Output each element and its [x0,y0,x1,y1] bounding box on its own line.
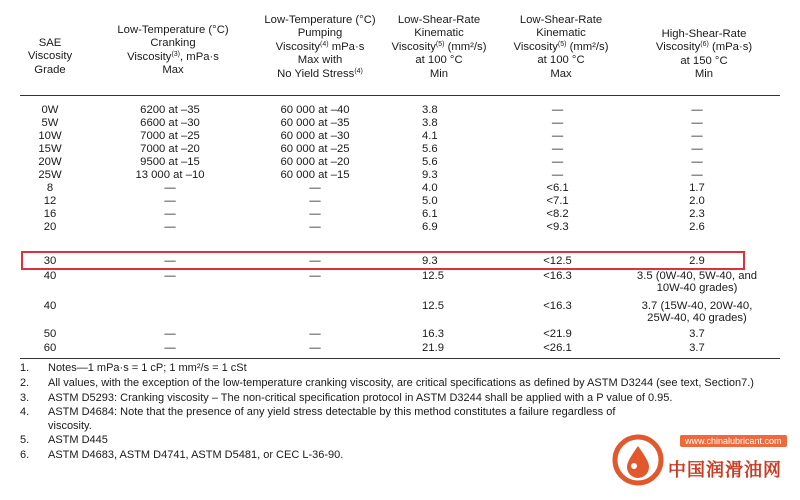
cell-hths: 2.0 [689,195,705,207]
cell-grade: 0W [41,104,59,116]
cell-kv-max: — [551,143,564,155]
cell-kv-min: 6.9 [422,221,438,233]
cell-pumping: 60 000 at –20 [280,156,350,168]
cell-kv-min: 5.0 [422,195,438,207]
cell-kv-max: <16.3 [543,300,572,312]
cell-kv-min: 16.3 [422,328,444,340]
note-5: 5. ASTM D445 [20,434,108,447]
header-hths: High-Shear-Rate Viscosity$^{(6)}$ (mPa·s) at 150 °C Min [655,28,753,81]
cell-cranking: 13 000 at –10 [135,169,205,181]
cell-grade: 60 [43,342,57,354]
note-6: 6. ASTM D4683, ASTM D4741, ASTM D5481, or CEC L-36-90. [20,449,344,462]
cell-grade: 5W [41,117,59,129]
cell-grade: 12 [43,195,57,207]
cell-pumping: — [309,255,321,267]
cell-cranking: — [164,221,176,233]
header-rule [20,95,780,96]
cell-kv-max: <26.1 [543,342,572,354]
cell-kv-max: <7.1 [546,195,569,207]
cell-kv-min: 6.1 [422,208,438,220]
cell-kv-max: — [551,104,564,116]
table-bottom-rule [20,358,780,359]
cell-grade: 20W [38,156,62,168]
cell-pumping: 60 000 at –15 [280,169,350,181]
cell-kv-min: 5.6 [422,143,438,155]
cell-kv-max: — [551,117,564,129]
cell-grade: 20 [43,221,57,233]
cell-line: 25W-40, 40 grades) [647,312,747,324]
header-pumping: Low-Temperature (°C) Pumping Viscosity$^{(4)}$ mPa·s Max with No Yield Stress$^{(4)}$ [264,14,376,80]
cell-cranking: — [164,195,176,207]
cell-cranking: — [164,182,176,194]
table-row [0,328,800,341]
cell-grade: 8 [46,182,54,194]
cell-pumping: — [309,342,321,354]
cell-hths: 2.9 [689,255,705,267]
cell-grade: 30 [43,255,57,267]
cell-hths: 3.7 [689,328,705,340]
note-1-text: Notes—1 mPa·s = 1 cP; 1 mm²/s = 1 cSt [48,362,247,374]
cell-grade: 40 [43,300,57,312]
header-kv-max: Low-Shear-Rate Kinematic Viscosity$^{(5)}$ (mm²/s) at 100 °C Max [513,14,609,80]
cell-cranking: 6600 at –30 [140,117,200,129]
table-row [0,130,800,143]
cell-cranking: — [164,328,176,340]
table-row [0,270,800,296]
table-row [0,221,800,234]
cell-grade: 25W [38,169,62,181]
cell-pumping: — [309,208,321,220]
cell-line: 10W-40 grades) [656,282,738,294]
cell-kv-max: <12.5 [543,255,572,267]
header-cranking: Low-Temperature (°C) Cranking Viscosity$^{(3)}$, mPa·s Max [117,24,229,77]
cell-hths: 3.7 [689,342,705,354]
note-1: 1. Notes—1 mPa·s = 1 cP; 1 mm²/s = 1 cSt [20,362,247,374]
cell-hths: — [691,143,703,155]
cell-kv-min: 4.0 [422,182,438,194]
cell-cranking: 9500 at –15 [140,156,200,168]
cell-kv-min: 3.8 [422,104,438,116]
cell-pumping: 60 000 at –25 [280,143,350,155]
table-row [0,156,800,169]
cell-hths: 2.6 [689,221,705,233]
table-row [0,342,800,355]
cell-pumping: — [309,182,321,194]
cell-kv-max: <16.3 [543,270,572,282]
cell-grade: 15W [38,143,62,155]
cell-hths: — [691,117,703,129]
cell-pumping: — [309,270,321,282]
table-row [0,169,800,182]
cell-kv-max: <21.9 [543,328,572,340]
cell-kv-max: <9.3 [546,221,569,233]
cell-hths [612,270,782,294]
table-row [0,143,800,156]
cell-kv-min: 4.1 [422,130,438,142]
note-4: 4. ASTM D4684: Note that the presence of any yield stress detectable by this method constitutes a failure regardless of viscosity. [20,406,616,432]
table-row [0,104,800,117]
highlight-box-grade-30 [21,251,745,270]
note-3-text: ASTM D5293: Cranking viscosity – The non-critical specification protocol in ASTM D3244 shall be applied with a P value of 0.95. [48,391,673,404]
cell-hths: — [691,130,703,142]
cell-cranking: 7000 at –25 [140,130,200,142]
cell-kv-min: 9.3 [422,255,438,267]
note-6-text: ASTM D4683, ASTM D4741, ASTM D5481, or CEC L-36-90. [48,449,344,462]
cell-hths: — [691,169,703,181]
cell-cranking: — [164,270,176,282]
table-row [0,195,800,208]
cell-grade: 16 [43,208,57,220]
cell-hths: — [691,104,703,116]
table-row [0,208,800,221]
cell-cranking: 6200 at –35 [140,104,200,116]
cell-kv-max: <6.1 [546,182,569,194]
cell-line: 3.7 (15W-40, 20W-40, [641,300,753,312]
cell-kv-max: — [551,169,564,181]
watermark-url: www.chinalubricant.com [680,435,787,447]
note-2-text: All values, with the exception of the low-temperature cranking viscosity, are critical specifications as defined by ASTM D3244 (see text, Section7.) [48,376,754,389]
cell-kv-max: — [551,156,564,168]
cell-cranking: — [164,342,176,354]
note-5-text: ASTM D445 [48,434,108,447]
cell-kv-min: 21.9 [422,342,444,354]
chinalubricant-logo-icon [612,434,664,486]
cell-hths: — [691,156,703,168]
table-row [0,117,800,130]
cell-pumping: — [309,221,321,233]
cell-pumping: — [309,328,321,340]
cell-kv-max: <8.2 [546,208,569,220]
cell-hths: 1.7 [689,182,705,194]
watermark-name: 中国润滑油网 [668,460,782,481]
table-row [0,300,800,326]
watermark [610,432,785,494]
header-kv-min: Low-Shear-Rate Kinematic Viscosity$^{(5)}$ (mm²/s) at 100 °C Min [391,14,487,80]
cell-hths [612,300,782,324]
cell-kv-min: 12.5 [422,270,444,282]
cell-pumping: — [309,195,321,207]
cell-pumping: 60 000 at –40 [280,104,350,116]
cell-cranking: — [164,208,176,220]
cell-cranking: — [164,255,176,267]
note-3: 3. ASTM D5293: Cranking viscosity – The non-critical specification protocol in ASTM D3244 shall be applied with a P value of 0.95. [20,391,673,404]
table-row [0,182,800,195]
cell-kv-min: 12.5 [422,300,444,312]
cell-grade: 10W [38,130,62,142]
cell-hths: 2.3 [689,208,705,220]
cell-cranking: 7000 at –20 [140,143,200,155]
cell-grade: 50 [43,328,57,340]
note-4-text: ASTM D4684: Note that the presence of any yield stress detectable by this method constitutes a failure regardless of viscosity. [48,406,616,432]
header-grade: SAE Viscosity Grade [27,37,73,76]
cell-kv-max: — [551,130,564,142]
cell-grade: 40 [43,270,57,282]
cell-pumping: 60 000 at –30 [280,130,350,142]
note-2: 2. All values, with the exception of the low-temperature cranking viscosity, are critical specifications as defined by ASTM D3244 (see text, Section7.) [20,376,754,389]
cell-kv-min: 5.6 [422,156,438,168]
cell-line: 3.5 (0W-40, 5W-40, and [636,270,758,282]
cell-kv-min: 3.8 [422,117,438,129]
cell-pumping: 60 000 at –35 [280,117,350,129]
cell-kv-min: 9.3 [422,169,438,181]
